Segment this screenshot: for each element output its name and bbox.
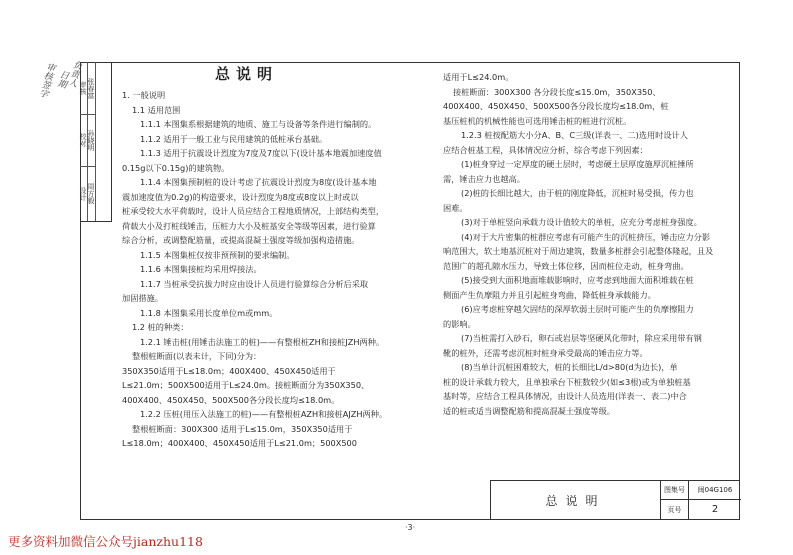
- text-line: 适用于L≤24.0m。: [443, 72, 514, 82]
- text-line: 1.2 桩的种类：: [132, 322, 189, 332]
- text-line: L≤18.0m；400X400、450X450适用于L≤21.0m；500X500: [122, 438, 357, 448]
- title-block: [490, 480, 740, 520]
- page-number-label: 页号: [661, 500, 689, 519]
- left-text-column: [122, 88, 427, 451]
- text-line: (6)应考虑桩穿越欠固结的深厚软弱土层时可能产生的负摩擦阻力: [461, 304, 694, 314]
- text-line: 接桩断面：300X300 各分段长度≤15.0m，350X350、: [453, 86, 661, 97]
- side-cell: 校对: [80, 114, 87, 167]
- text-line: 1.1.7 当桩承受抗拔力时应由设计人员进行验算综合分析后采取: [140, 278, 369, 289]
- text-line: 1.2.3 桩按配筋大小分A、B、C三级(详表一、二)选用时设计人: [461, 130, 688, 140]
- text-line: 1.1.2 适用于一般工业与民用建筑的低桩承台基础。: [140, 133, 328, 144]
- text-line: 适的桩或适当调整配筋和提高混凝土强度等级。: [443, 405, 615, 416]
- side-col-2: [88, 62, 96, 221]
- text-line: 1.1.4 本图集预制桩的设计考虑了抗震设计烈度为8度(设计基本地: [140, 177, 377, 187]
- handwritten-note: 日期: [54, 68, 70, 89]
- text-line: 综合分析，或调整配筋量，或提高混凝土强度等级加强构造措施。: [122, 235, 360, 245]
- atlas-number-value: 闽04G106: [697, 486, 733, 494]
- text-line: 困难。: [443, 202, 468, 213]
- atlas-number-label: 图集号: [661, 481, 689, 499]
- text-line: 0.15g以下0.15g)的建筑物。: [122, 162, 230, 173]
- text-line: 1. 一般说明: [122, 90, 166, 100]
- text-line: 基压桩机的机械性能也可选用锤击桩的桩进行沉桩。: [443, 115, 632, 126]
- text-line: 荷载大小及打桩线锤击，压桩力大小及桩基安全等级等因素，进行验算: [122, 220, 376, 231]
- review-signature-table: [80, 62, 112, 222]
- side-cell: 周方毅: [87, 183, 95, 204]
- side-cell: 设计: [79, 186, 87, 201]
- text-line: (2)桩的长细比越大，由于桩的刚度降低，沉桩时易受损，传力也: [461, 188, 694, 198]
- text-line: 400X400、450X450、500X500各分段长度均≤18.0m，桩: [443, 101, 669, 111]
- side-cell: 审核: [80, 62, 87, 115]
- text-line: (3)对于单桩竖向承载力设计值较大的单桩，应充分考虑桩身强度。: [461, 217, 702, 227]
- text-line: (8)当单计沉桩困难较大，桩的长细比L/d>80(d为边长)，单: [461, 362, 678, 372]
- text-line: 1.1.8 本图集采用长度单位m或mm。: [140, 307, 278, 318]
- text-line: 加固措施。: [122, 293, 163, 303]
- text-line: 桩承受较大水平荷载时，设计人员应结合工程地质情况，上部结构类型，: [122, 206, 385, 216]
- text-line: 侧面产生负摩阻力并且引起桩身弯曲，降低桩身承载能力。: [443, 289, 656, 300]
- text-line: 范围广的超孔隙水压力，导致土体位移，因而桩位走动，桩身弯曲。: [443, 260, 689, 271]
- atlas-number-row: [661, 481, 741, 500]
- page-number-value: 2: [711, 504, 719, 515]
- page-number-row: [661, 500, 741, 519]
- text-line: 400X400、450X450、500X500各分段长度均≤18.0m。: [122, 394, 340, 405]
- right-text-column: [443, 70, 728, 418]
- text-line: 震加速度值为0.2g)的构造要求，设计烈度为8度或8度以上时或以: [122, 191, 359, 202]
- text-line: 需，锤击应力也越高。: [443, 173, 525, 184]
- page-title: 总说明: [215, 65, 279, 83]
- text-line: 1.2.1 锤击桩(用锤击法施工的桩)——有整根桩ZH和接桩JZH两种。: [140, 336, 385, 347]
- text-line: 基时等，应结合工程具体情况，由设计人员选用(详表一、表二)中合: [443, 391, 687, 401]
- title-block-name: 总说明: [491, 481, 661, 520]
- text-line: 1.1.3 适用于抗震设计烈度为7度及7度以下(设计基本地震加速度值: [140, 148, 382, 158]
- text-line: (7)当桩需打入砂石，卵石或岩层等坚硬风化带时，除应采用带有钢: [461, 333, 702, 343]
- text-line: 1.2.2 压桩(用压入法施工的桩)——有整根桩AZH和接桩AJZH两种。: [140, 409, 388, 419]
- text-line: 350X350适用于L≤18.0m；400X400、450X450适用于: [122, 365, 336, 376]
- text-line: 整根桩断面：300X300 适用于L≤15.0m，350X350适用于: [132, 423, 353, 434]
- footer-watermark: 更多资料加微信公众号jianzhu118: [8, 534, 203, 549]
- text-line: L≤21.0m；500X500适用于L≤24.0m。接桩断面分为350X350、: [122, 380, 370, 390]
- text-line: 1.1 适用范围: [132, 104, 181, 115]
- text-line: 应结合桩基工程，具体情况应分析，综合考虑下列因素：: [443, 144, 648, 155]
- side-cell: 张春富: [88, 62, 95, 115]
- text-line: 的影响。: [443, 318, 476, 329]
- text-line: 1.1.1 本图集系根据建筑的地质、施工与设备等条件进行编制的。: [140, 119, 377, 129]
- text-line: 桩的设计承载力较大，且单独承台下桩数较少(如≤3根)或为单独桩基: [443, 376, 691, 387]
- page-number: ·3·: [405, 523, 416, 532]
- text-line: (1)桩身穿过一定厚度的硬土层时，考虑硬土层厚度施厚沉桩捶所: [461, 159, 694, 169]
- text-line: 靴的桩外，还需考虑沉桩时桩身承受最高的锤击应力等。: [443, 347, 648, 358]
- text-line: 整根桩断面(以表未计，下同)分为：: [132, 351, 262, 361]
- handwritten-note: 负责人: [65, 59, 83, 88]
- text-line: 1.1.5 本图集桩仅按非预预制的要求编制。: [140, 249, 295, 260]
- text-line: 响范围大，软土地基沉桩对于周边建筑，数量多桩群会引起整体隆起，且及: [443, 246, 714, 256]
- text-line: (5)接受到大面积地面堆载影响时，应考虑到地面大面积堆载在桩: [461, 275, 694, 285]
- text-line: (4)对于大片密集的桩群应考虑有可能产生的沉桩挤压，锤击应力分影: [461, 231, 711, 242]
- text-line: 1.1.6 本图集接桩均采用焊接法。: [140, 264, 262, 274]
- side-cell: 孙晓明: [88, 114, 95, 167]
- handwritten-note: 审核签字: [36, 61, 56, 99]
